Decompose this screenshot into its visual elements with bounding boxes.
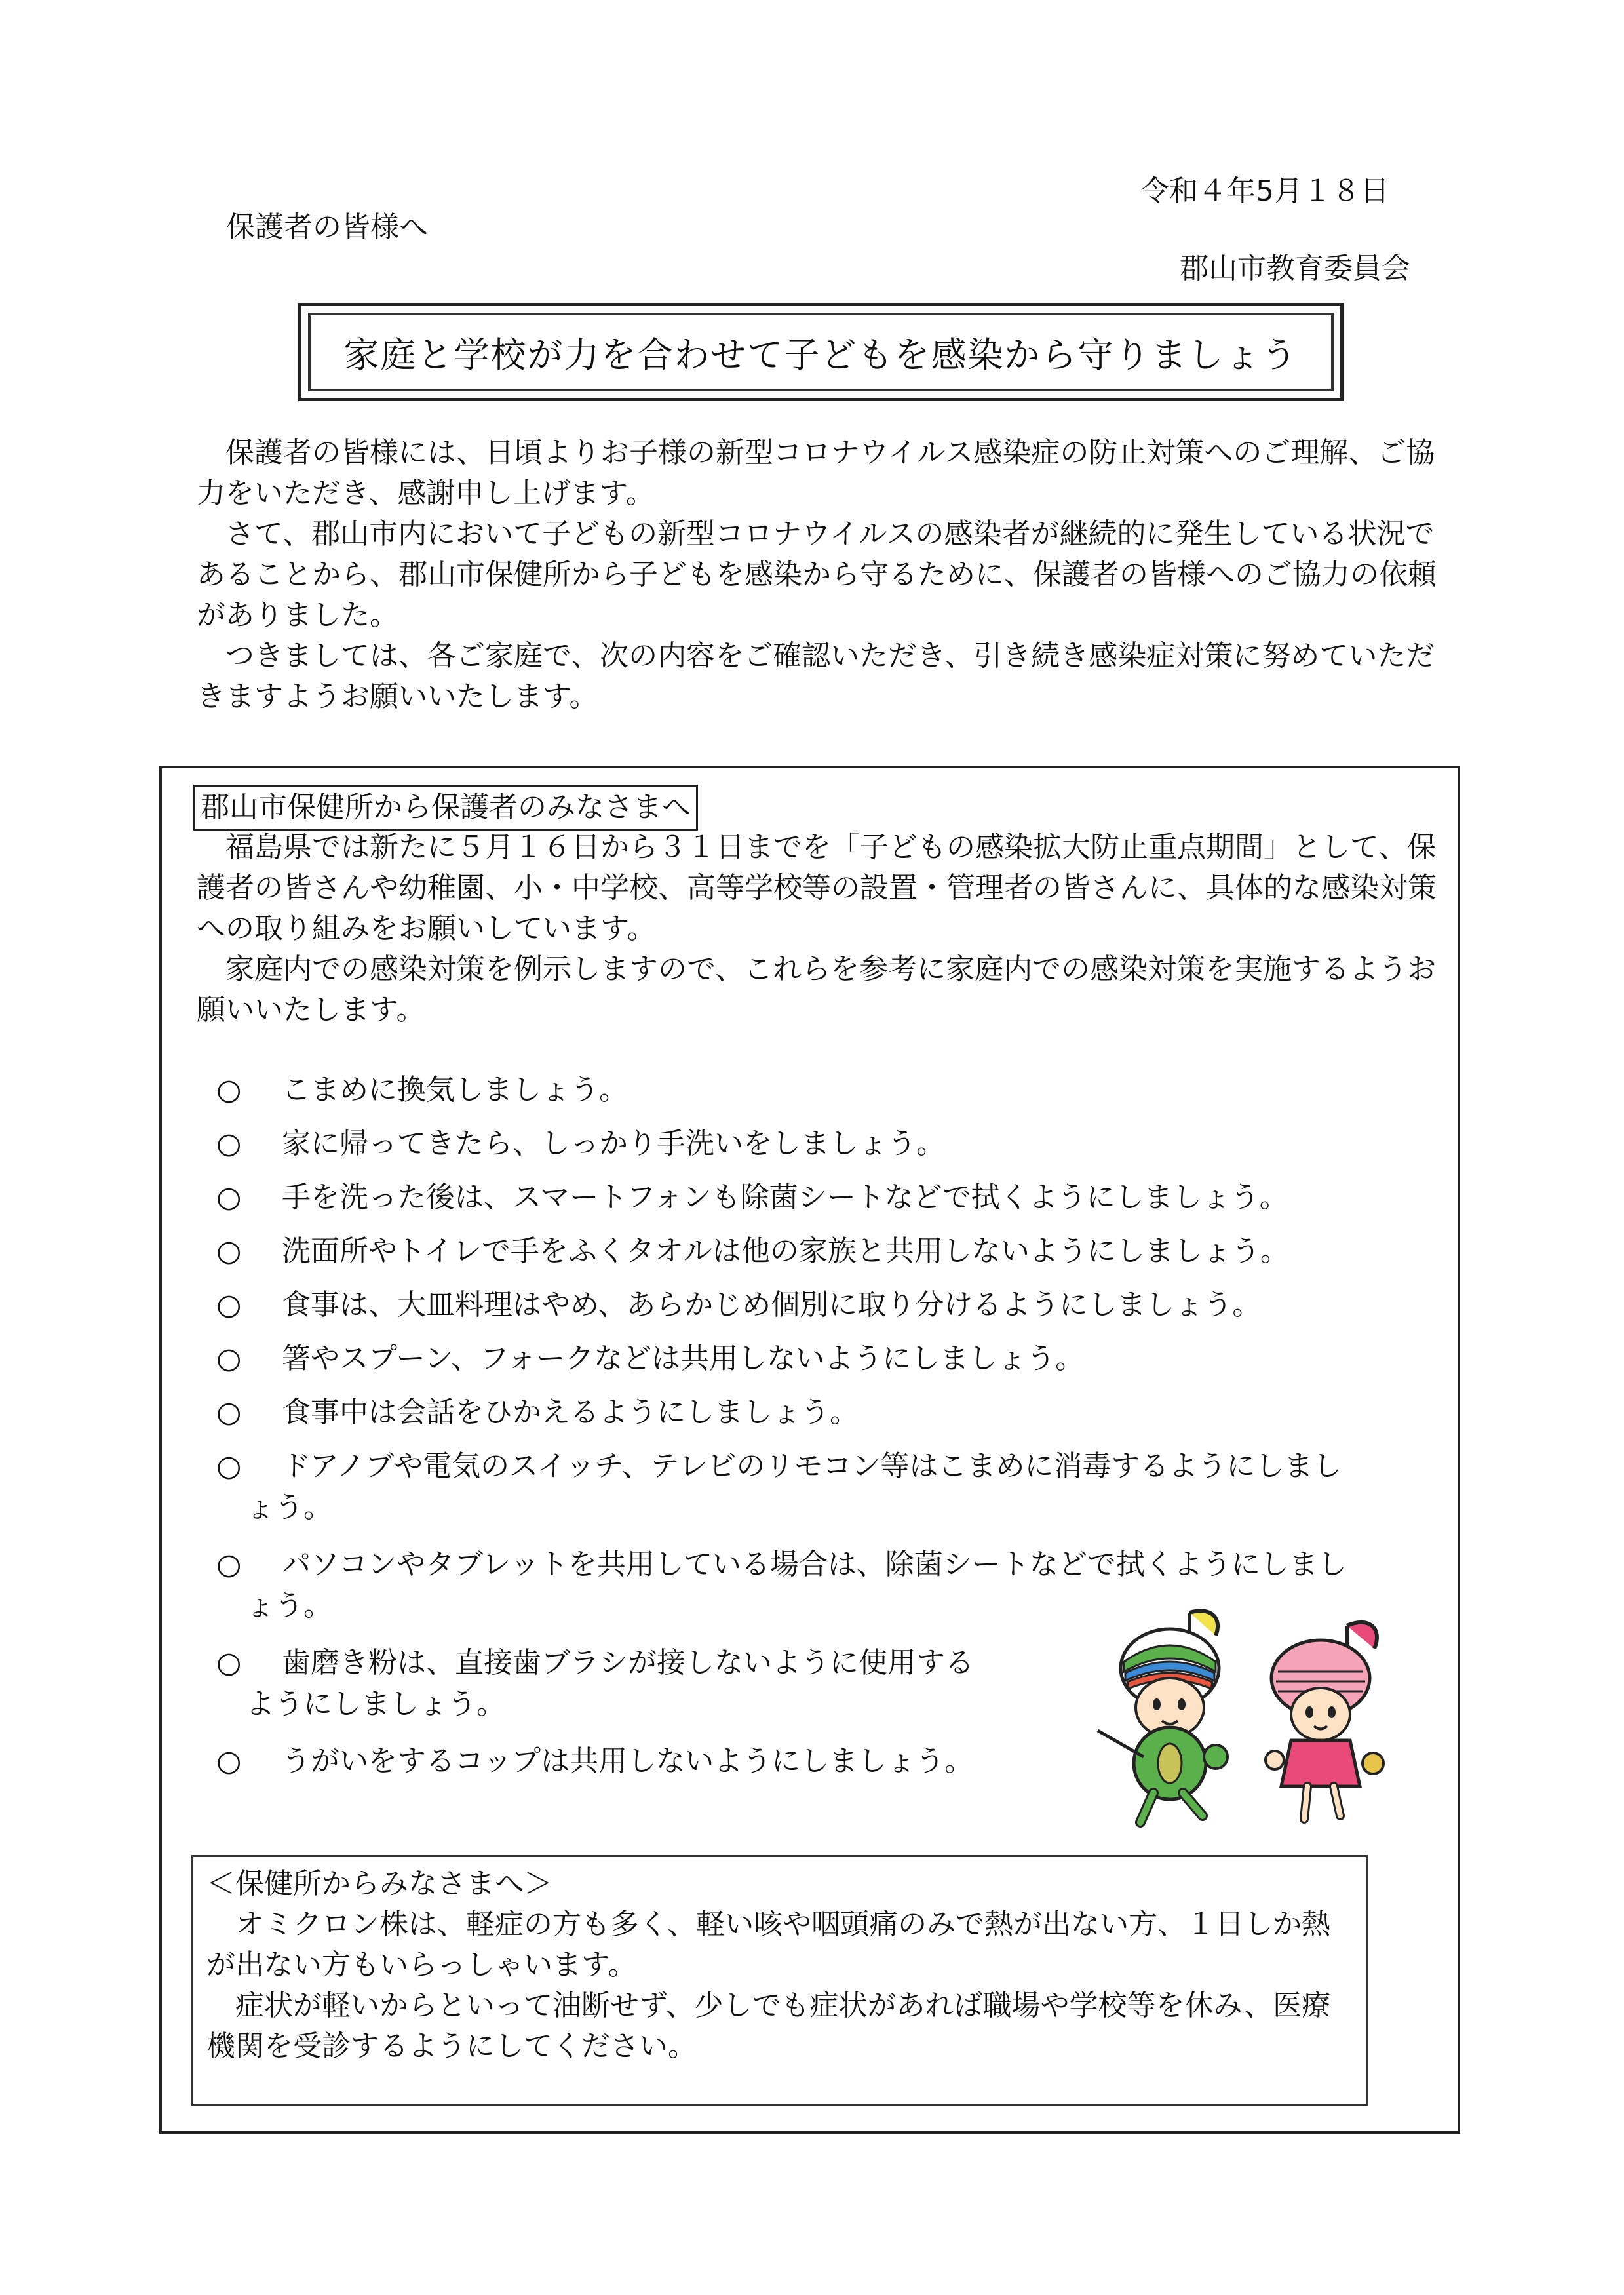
box-body <box>197 827 1442 1030</box>
list-item <box>216 1332 1461 1386</box>
list-item <box>216 1117 1461 1171</box>
box-title: 郡山市保健所から保護者のみなさまへ <box>193 785 698 831</box>
circle-bullet: ○ <box>216 1449 242 1483</box>
circle-bullet: ○ <box>216 1548 242 1581</box>
list-item-text: ドアノブや電気のスイッチ、テレビのリモコン等はこまめに消毒するようにしまし <box>282 1449 1342 1483</box>
circle-bullet: ○ <box>216 1234 242 1268</box>
list-item <box>216 1440 1461 1527</box>
circle-bullet: ○ <box>216 1181 242 1214</box>
intro-paragraph: つきましては、各ご家庭で、次の内容をご確認いただき、引き続き感染症対策に努めていただきますようお願いいたします。 <box>197 639 1435 713</box>
list-item-text: 食事は、大皿料理はやめ、あらかじめ個別に取り分けるようにしましょう。 <box>282 1288 1262 1322</box>
box-paragraph: 家庭内での感染対策を例示しますので、これらを参考に家庭内での感染対策を実施するようお願いいたします。 <box>197 952 1437 1027</box>
intro-section <box>197 433 1445 717</box>
note-paragraph: 症状が軽いからといって油断せず、少しでも症状があれば職場や学校等を休み、医療機関を受診するようにしてください。 <box>206 1989 1331 2063</box>
list-item <box>216 1171 1461 1225</box>
mascot-boy <box>1098 1611 1228 1822</box>
list-item-text: 洗面所やトイレで手をふくタオルは他の家族と共用しないようにしましょう。 <box>282 1234 1289 1268</box>
document-title: 家庭と学校が力を合わせて子どもを感染から守りましょう <box>343 334 1298 376</box>
list-item-text: 食事中は会話をひかえるようにしましょう。 <box>282 1396 859 1429</box>
list-item <box>216 1225 1461 1278</box>
circle-bullet: ○ <box>216 1396 242 1429</box>
list-item <box>216 1278 1461 1332</box>
circle-bullet: ○ <box>216 1646 242 1679</box>
intro-paragraph: さて、郡山市内において子どもの新型コロナウイルスの感染者が継続的に発生している状況であることから、郡山市保健所から子どもを感染から守るために、保護者の皆様へのご協力の依頼がありました。 <box>197 517 1437 632</box>
circle-bullet: ○ <box>216 1342 242 1375</box>
circle-bullet: ○ <box>216 1288 242 1322</box>
list-item <box>216 1063 1461 1117</box>
list-item-text: 手を洗った後は、スマートフォンも除菌シートなどで拭くようにしましょう。 <box>282 1181 1288 1214</box>
box-paragraph: 福島県では新たに５月１６日から３１日までを「子どもの感染拡大防止重点期間」として、保護者の皆さんや幼稚園、小・中学校、高等学校等の設置・管理者の皆さんに、具体的な感染対策への取り組みをお願いしています。 <box>197 831 1437 945</box>
list-item <box>216 1386 1461 1440</box>
intro-paragraph: 保護者の皆様には、日頃よりお子様の新型コロナウイルス感染症の防止対策へのご理解、ご協力をいただき、感謝申し上げます。 <box>197 436 1435 510</box>
mascot-illustration <box>1091 1599 1406 1835</box>
addressee: 保護者の皆様へ <box>226 210 428 244</box>
list-item-text: パソコンやタブレットを共用している場合は、除菌シートなどで拭くようにしまし <box>282 1548 1347 1581</box>
list-item-text: うがいをするコップは共用しないようにしましょう。 <box>282 1744 974 1778</box>
circle-bullet: ○ <box>216 1744 242 1778</box>
circle-bullet: ○ <box>216 1127 242 1160</box>
mascot-girl <box>1266 1622 1383 1819</box>
list-item-continuation: ようにしましょう。 <box>246 1687 505 1721</box>
list-item-text: 箸やスプーン、フォークなどは共用しないようにしましょう。 <box>282 1342 1085 1375</box>
note-title: ＜保健所からみなさまへ＞ <box>206 1867 552 1900</box>
document-date: 令和４年5月１８日 <box>1140 174 1389 208</box>
title-box <box>298 303 1344 401</box>
note-paragraph: オミクロン株は、軽症の方も多く、軽い咳や咽頭痛のみで熱が出ない方、１日しか熱が出ない方もいらっしゃいます。 <box>206 1908 1331 1982</box>
list-item-text: 家に帰ってきたら、しっかり手洗いをしましょう。 <box>282 1127 945 1160</box>
list-item-text: こまめに換気しましょう。 <box>282 1073 628 1107</box>
note-box <box>191 1855 1368 2106</box>
circle-bullet: ○ <box>216 1073 242 1107</box>
list-item-text: 歯磨き粉は、直接歯ブラシが接しないように使用する <box>282 1646 974 1679</box>
sender: 郡山市教育委員会 <box>1180 252 1410 285</box>
list-item-continuation: ょう。 <box>246 1491 332 1524</box>
list-item-continuation: ょう。 <box>246 1589 332 1622</box>
